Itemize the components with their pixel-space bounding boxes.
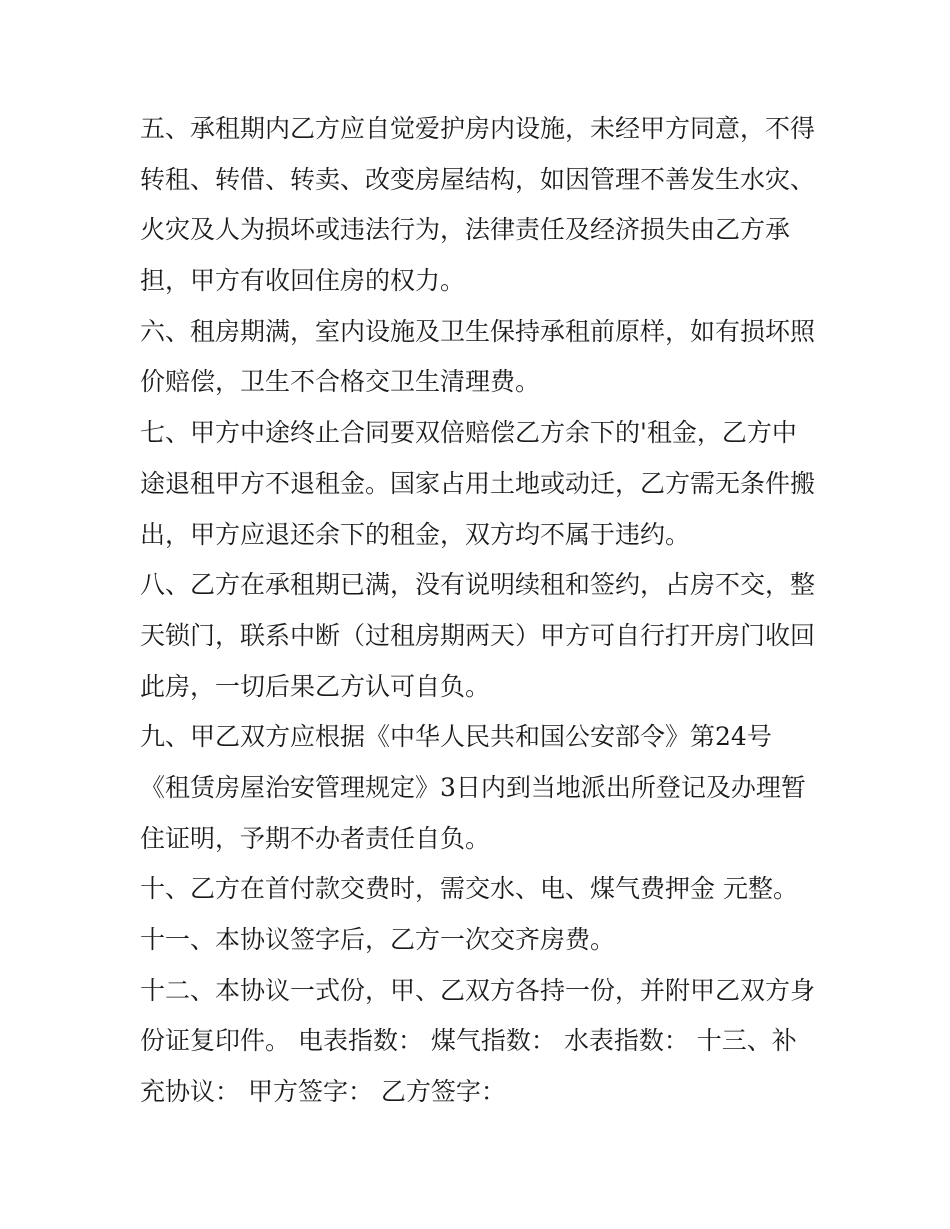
- text-line: 《租赁房屋治安管理规定》3日内到当地派出所登记及办理暂: [140, 772, 806, 802]
- clause-5: [140, 104, 820, 307]
- clause-9: [140, 712, 820, 864]
- text-line: 担，甲方有收回住房的权力。: [140, 266, 466, 296]
- text-line: 住证明，予期不办者责任自负。: [140, 823, 491, 853]
- text-line: 火灾及人为损坏或违法行为，法律责任及经济损失由乙方承: [140, 215, 791, 245]
- clause-8: [140, 560, 820, 712]
- clause-12: [140, 966, 820, 1118]
- text-line: 十二、本协议一式份，甲、乙双方各持一份，并附甲乙双方身: [140, 975, 816, 1005]
- text-line: 六、租房期满，室内设施及卫生保持承租前原样，如有损坏照: [140, 316, 816, 346]
- text-line: 充协议： 甲方签字： 乙方签字：: [140, 1077, 506, 1107]
- clause-6: [140, 307, 820, 408]
- text-line: 八、乙方在承租期已满，没有说明续租和签约，占房不交，整: [140, 570, 816, 600]
- clause-11: [140, 915, 820, 966]
- text-line: 出，甲方应退还余下的租金，双方均不属于违约。: [140, 519, 691, 549]
- text-line: 七、甲方中途终止合同要双倍赔偿乙方余下的'租金，乙方中: [140, 418, 797, 448]
- text-line: 十、乙方在首付款交费时，需交水、电、煤气费押金 元整。: [140, 874, 798, 904]
- clause-10: [140, 864, 820, 915]
- text-line: 此房，一切后果乙方认可自负。: [140, 671, 491, 701]
- text-line: 转租、转借、转卖、改变房屋结构，如因管理不善发生水灾、: [140, 164, 816, 194]
- text-line: 途退租甲方不退租金。国家占用土地或动迁，乙方需无条件搬: [140, 468, 816, 498]
- text-line: 份证复印件。 电表指数： 煤气指数： 水表指数： 十三、补: [140, 1026, 797, 1056]
- text-line: 五、承租期内乙方应自觉爱护房内设施，未经甲方同意，不得: [140, 114, 816, 143]
- text-line: 九、甲乙双方应根据《中华人民共和国公安部令》第24号: [140, 722, 772, 752]
- text-line: 十一、本协议签字后，乙方一次交齐房费。: [140, 925, 616, 954]
- document-body: [140, 104, 820, 1118]
- text-line: 天锁门，联系中断（过租房期两天）甲方可自行打开房门收回: [140, 620, 816, 650]
- clause-7: [140, 408, 820, 560]
- text-line: 价赔偿，卫生不合格交卫生清理费。: [140, 367, 541, 397]
